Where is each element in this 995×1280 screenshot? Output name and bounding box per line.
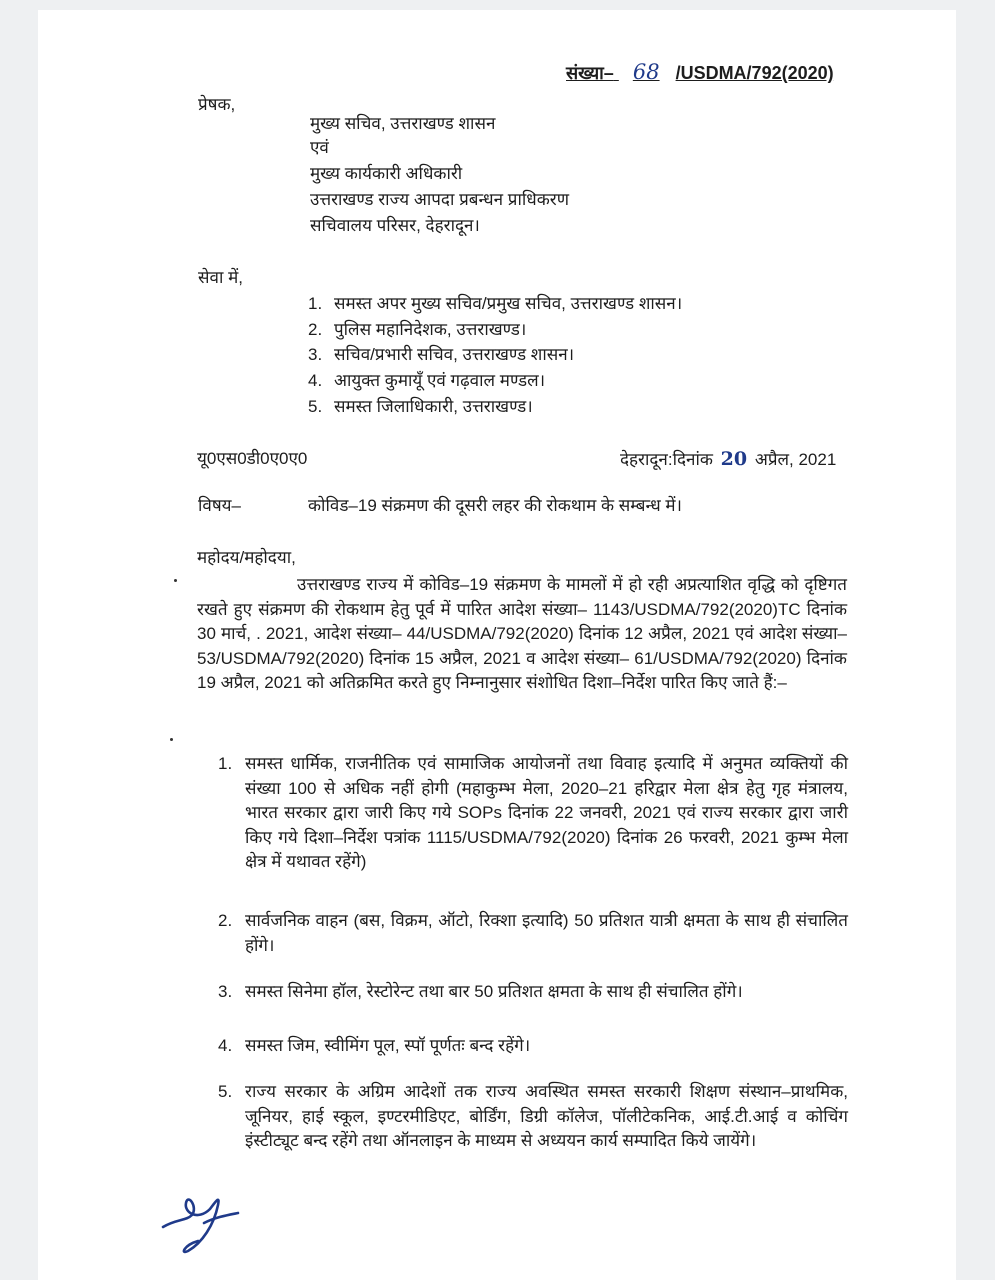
- subject-label: विषय–: [198, 496, 241, 515]
- directive-item: [218, 1080, 848, 1154]
- office-code: यू0एस0डी0ए0ए0: [197, 449, 308, 468]
- recipient-number: 5.: [308, 397, 323, 416]
- subject-text: कोविड–19 संक्रमण की दूसरी लहर की रोकथाम के सम्बन्ध में।: [308, 496, 682, 515]
- recipient-text: आयुक्त कुमायूँ एवं गढ़वाल मण्डल।: [334, 371, 546, 390]
- sender-line: मुख्य सचिव, उत्तराखण्ड शासन: [310, 114, 496, 133]
- sender-line: एवं: [310, 138, 329, 157]
- recipient-text: समस्त अपर मुख्य सचिव/प्रमुख सचिव, उत्तराखण्ड शासन।: [334, 294, 683, 313]
- date-handwritten-day: 20: [720, 448, 748, 470]
- recipient-item: [308, 397, 533, 417]
- reference-handwritten-number: 68: [632, 60, 660, 84]
- salutation: महोदय/महोदया,: [197, 548, 296, 567]
- reference-number: [566, 62, 834, 83]
- directive-number: 2.: [218, 911, 233, 930]
- margin-mark: [170, 738, 173, 741]
- recipient-text: सचिव/प्रभारी सचिव, उत्तराखण्ड शासन।: [334, 345, 575, 364]
- directive-text: समस्त जिम, स्वीमिंग पूल, स्पॉ पूर्णतः बन्द रहेंगे।: [245, 1036, 531, 1055]
- recipient-number: 1.: [308, 294, 323, 313]
- directive-item: [218, 1034, 848, 1059]
- letter-date: [620, 449, 836, 470]
- sender-label: प्रेषक,: [198, 95, 236, 114]
- directive-text: राज्य सरकार के अग्रिम आदेशों तक राज्य अवस्थित समस्त सरकारी शिक्षण संस्थान–प्राथमिक, जूनियर, हाई स्कूल, इण्टरमीडिएट, बोर्डिंग, डिग्री कॉलेज, पॉलीटेकनिक, आई.टी.आई व कोचिंग इंस्टीट्यूट बन्द रहेंगे तथा ऑनलाइन के माध्यम से अध्ययन कार्य सम्पादित किये जायेंगे।: [245, 1082, 848, 1150]
- recipient-item: [308, 345, 574, 365]
- directive-text: समस्त धार्मिक, राजनीतिक एवं सामाजिक आयोजनों तथा विवाह इत्यादि में अनुमत व्यक्तियों की संख्या 100 से अधिक नहीं होगी (महाकुम्भ मेला, 2020–21 हरिद्वार मेला क्षेत्र हेतु गृह मंत्रालय, भारत सरकार द्वारा जारी किए गये SOPs दिनांक 22 जनवरी, 2021 एवं राज्य सरकार द्वारा जारी किए गये दिशा–निर्देश पत्रांक 1115/USDMA/792(2020) दिनांक 26 फरवरी, 2021 कुम्भ मेला क्षेत्र में यथावत रहेंगे): [245, 754, 848, 871]
- directive-item: [218, 909, 848, 958]
- margin-mark: [174, 579, 177, 582]
- directive-item: [218, 752, 848, 875]
- sender-line: मुख्य कार्यकारी अधिकारी: [310, 164, 463, 183]
- recipient-number: 2.: [308, 320, 323, 339]
- recipient-number: 4.: [308, 371, 323, 390]
- sender-line: उत्तराखण्ड राज्य आपदा प्रबन्धन प्राधिकरण: [310, 190, 569, 209]
- reference-suffix: /USDMA/792(2020): [675, 63, 834, 83]
- recipient-number: 3.: [308, 345, 323, 364]
- directive-text: समस्त सिनेमा हॉल, रेस्टोरेन्ट तथा बार 50 प्रतिशत क्षमता के साथ ही संचालित होंगे।: [245, 982, 743, 1001]
- directive-number: 5.: [218, 1082, 233, 1101]
- reference-label: संख्या–: [566, 63, 614, 83]
- intro-paragraph: उत्तराखण्ड राज्य में कोविड–19 संक्रमण के मामलों में हो रही अप्रत्याशित वृद्धि को दृष्टिगत रखते हुए संक्रमण की रोकथाम हेतु पूर्व में पारित आदेश संख्या– 1143/USDMA/792(2020)TC दिनांक 30 मार्च, . 2021, आदेश संख्या– 44/USDMA/792(2020) दिनांक 12 अप्रैल, 2021 एवं आदेश संख्या– 53/USDMA/792(2020) दिनांक 15 अप्रैल, 2021 व आदेश संख्या– 61/USDMA/792(2020) दिनांक 19 अप्रैल, 2021 को अतिक्रमित करते हुए निम्नानुसार संशोधित दिशा–निर्देश पारित किए जाते हैं:–: [197, 575, 847, 692]
- directive-number: 1.: [218, 754, 233, 773]
- recipients-label: सेवा में,: [198, 268, 243, 287]
- signature-mark: [158, 1185, 248, 1265]
- sender-line: सचिवालय परिसर, देहरादून।: [310, 216, 480, 235]
- recipient-item: [308, 294, 682, 314]
- recipient-text: समस्त जिलाधिकारी, उत्तराखण्ड।: [334, 397, 533, 416]
- directive-item: [218, 980, 848, 1005]
- date-prefix: देहरादून:दिनांक: [620, 450, 713, 469]
- recipient-text: पुलिस महानिदेशक, उत्तराखण्ड।: [334, 320, 527, 339]
- directive-text: सार्वजनिक वाहन (बस, विक्रम, ऑटो, रिक्शा इत्यादि) 50 प्रतिशत यात्री क्षमता के साथ ही संचालित होंगे।: [245, 911, 848, 955]
- recipient-item: [308, 320, 526, 340]
- directive-number: 3.: [218, 982, 233, 1001]
- recipient-item: [308, 371, 545, 391]
- directive-number: 4.: [218, 1036, 233, 1055]
- date-suffix: अप्रैल, 2021: [754, 450, 837, 469]
